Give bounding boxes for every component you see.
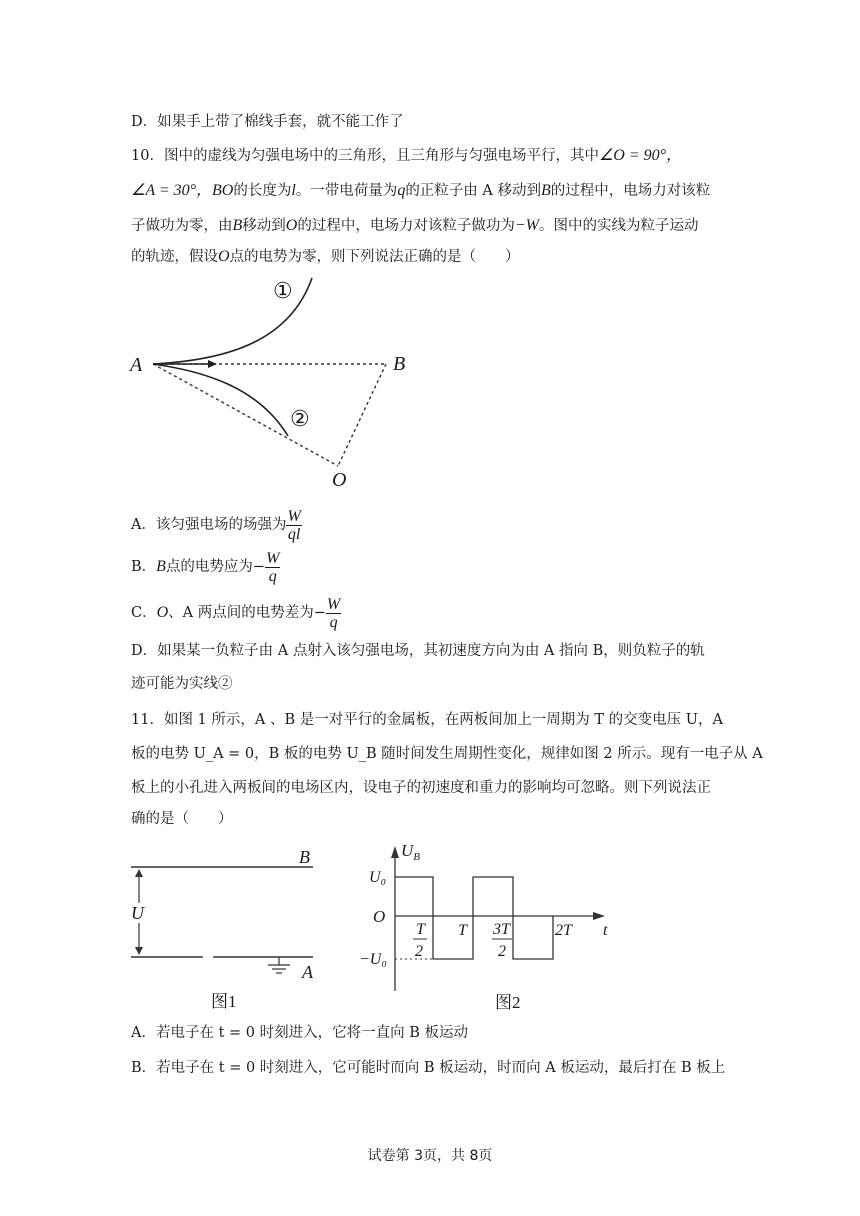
q10-angle-a: ∠A = 30°， xyxy=(131,182,213,199)
plate-a-label: A xyxy=(302,962,313,982)
figure-1-caption: 图1 xyxy=(211,992,237,1011)
q10-text: 的长度为 xyxy=(233,183,292,199)
q10-var-o: O xyxy=(285,217,298,234)
tick-2t: 2T xyxy=(555,922,572,939)
option-text: B． xyxy=(131,559,157,575)
velocity-arrow-head xyxy=(208,360,217,368)
q10-option-c xyxy=(131,594,341,632)
voltage-arrow-down-head xyxy=(135,947,143,955)
q10-text: 。图中的实线为粒子运动 xyxy=(538,218,699,234)
q10-line-2 xyxy=(131,181,710,201)
option-text: 、A 两点间的电势差为− xyxy=(168,605,326,621)
tick-t: T xyxy=(458,922,467,939)
q10-text: 点的电势为零，则下列说法正确的是（ ） xyxy=(229,249,520,265)
option-text: C． xyxy=(131,605,157,621)
q10-var-b: B xyxy=(156,558,166,575)
voltage-label: U xyxy=(131,903,144,923)
q10-text: 。一带电荷量为 xyxy=(295,183,398,199)
figure-2-caption: 图2 xyxy=(495,993,521,1012)
point-o-label: O xyxy=(332,469,347,491)
page-footer: 试卷第 3页，共 8页 xyxy=(367,1148,493,1164)
fraction-w-q xyxy=(326,596,341,631)
x-axis-arrow xyxy=(593,912,605,920)
dashed-line-ao xyxy=(153,364,338,466)
q10-text: 移动到 xyxy=(242,218,286,234)
q10-line-1 xyxy=(131,146,682,166)
q11-line-4: 确的是（ ） xyxy=(131,811,233,827)
q10-option-a xyxy=(131,506,302,544)
q10-text: 的过程中，电场力对该粒 xyxy=(550,183,711,199)
point-a-label: A xyxy=(130,354,143,376)
y-axis-label: $U_B$ xyxy=(401,841,421,863)
tick-3t-half-num: 3T xyxy=(493,921,510,938)
fraction-denominator: q xyxy=(329,613,338,631)
q10-var-o: O xyxy=(156,604,169,621)
q10-var-o: O xyxy=(218,248,230,265)
q10-angle-o: ∠O = 90°， xyxy=(598,147,683,164)
q10-text: 子做功为零，由 xyxy=(131,218,233,234)
plate-b-label: B xyxy=(299,847,310,867)
q10-line-3 xyxy=(131,216,698,236)
trajectory-2-label: ② xyxy=(290,406,310,431)
option-text: 点的电势应为− xyxy=(165,559,266,575)
q10-text: 的过程中，电场力对该粒子做功为 xyxy=(297,218,515,234)
tick-t-half-den: 2 xyxy=(415,943,423,960)
tick-3t-half-den: 2 xyxy=(498,943,506,960)
q9-option-d: D．如果手上带了棉线手套，就不能工作了 xyxy=(131,114,404,130)
q11-figure-2 xyxy=(355,838,620,1018)
q10-var-q: q xyxy=(397,182,406,199)
tick-origin: O xyxy=(373,907,386,926)
q11-line-1: 11．如图 1 所示，A 、B 是一对平行的金属板，在两板间加上一周期为 T 的交变电压 U，A xyxy=(131,712,723,728)
q11-option-b: B．若电子在 t = 0 时刻进入，它可能时而向 B 板运动，时而向 A 板运动，最后打在 B 板上 xyxy=(131,1060,726,1076)
q10-option-d-line-1: D．如果某一负粒子由 A 点射入该匀强电场，其初速度方向为由 A 指向 B，则负粒子的轨 xyxy=(131,643,705,659)
q10-text: 的轨迹，假设 xyxy=(131,249,218,265)
q10-var-l: l xyxy=(291,182,296,199)
fraction-w-ql xyxy=(286,508,301,543)
fraction-denominator: ql xyxy=(287,525,301,543)
q11-line-3: 板上的小孔进入两板间的电场区内，设电子的初速度和重力的影响均可忽略。则下列说法正 xyxy=(131,780,711,796)
q11-line-2: 板的电势 U_A = 0，B 板的电势 U_B 随时间发生周期性变化，规律如图 2 所示。现有一电子从 A xyxy=(131,746,763,762)
q10-bo: BO xyxy=(212,182,234,199)
tick-t-half-num: T xyxy=(416,921,425,938)
q10-var-b: B xyxy=(541,182,551,199)
x-axis-label: t xyxy=(603,922,608,939)
q10-line-1-text: 10．图中的虚线为匀强电场中的三角形，且三角形与匀强电场平行，其中 xyxy=(131,148,599,164)
fraction-denominator: q xyxy=(268,567,277,585)
q10-var-b: B xyxy=(232,217,243,234)
q10-var-w: −W xyxy=(514,217,539,234)
q11-option-a: A．若电子在 t = 0 时刻进入，它将一直向 B 板运动 xyxy=(131,1025,468,1041)
fraction-numerator: W xyxy=(287,507,301,525)
y-axis-arrow xyxy=(391,846,399,858)
dashed-line-bo xyxy=(338,364,386,466)
q10-option-b xyxy=(131,548,280,586)
q10-triangle-figure xyxy=(120,270,440,495)
q10-text: 的正粒子由 A 移动到 xyxy=(405,183,542,199)
tick-neg-u0: −U₀ xyxy=(359,951,387,968)
fraction-numerator: W xyxy=(326,595,341,613)
fraction-numerator: W xyxy=(266,549,280,567)
tick-u0: U₀ xyxy=(369,869,387,886)
q11-figure-1 xyxy=(125,845,325,1015)
q10-line-4 xyxy=(131,247,520,267)
q10-option-d-line-2: 迹可能为实线② xyxy=(131,676,233,692)
fraction-w-q xyxy=(265,550,280,585)
point-b-label: B xyxy=(393,353,406,375)
trajectory-1-label: ① xyxy=(273,278,293,303)
voltage-arrow-up-head xyxy=(135,869,143,877)
option-text: A．该匀强电场的场强为 xyxy=(131,517,287,533)
trajectory-2 xyxy=(153,364,288,436)
